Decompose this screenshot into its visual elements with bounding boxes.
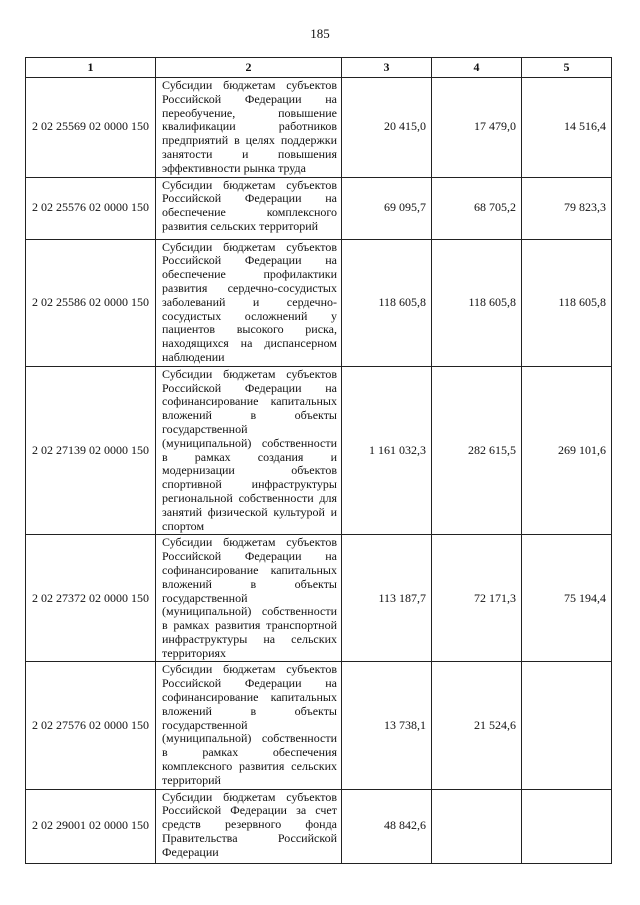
value-col-3: 113 187,7 [342,535,432,662]
budget-code: 2 02 27576 02 0000 150 [26,662,156,789]
subsidy-description: Субсидии бюджетам субъектов Российской Федерации на обеспечение комплексного развития сельских территорий [156,177,342,239]
value-col-3: 20 415,0 [342,78,432,178]
column-header-3: 3 [342,58,432,78]
value-col-3: 1 161 032,3 [342,366,432,535]
table-row [26,366,612,535]
budget-table [25,57,612,864]
value-col-5 [522,789,612,863]
table-row [26,177,612,239]
subsidy-description: Субсидии бюджетам субъектов Российской Федерации за счет средств резервного фонда Правительства Российской Федерации [156,789,342,863]
column-header-4: 4 [432,58,522,78]
value-col-5: 75 194,4 [522,535,612,662]
table-row [26,662,612,789]
subsidy-description: Субсидии бюджетам субъектов Российской Федерации на софинансирование капитальных вложений в объекты государственной (муниципальной) собственности в рамках обеспечения комплексного развития сельских территорий [156,662,342,789]
value-col-3: 118 605,8 [342,239,432,366]
value-col-4: 21 524,6 [432,662,522,789]
value-col-4 [432,789,522,863]
budget-code: 2 02 25576 02 0000 150 [26,177,156,239]
column-header-2: 2 [156,58,342,78]
value-col-3: 13 738,1 [342,662,432,789]
subsidy-description: Субсидии бюджетам субъектов Российской Федерации на переобучение, повышение квалификации работников предприятий в целях поддержки занятости и повышения эффективности рынка труда [156,78,342,178]
table-row [26,239,612,366]
table-row [26,78,612,178]
budget-code: 2 02 29001 02 0000 150 [26,789,156,863]
budget-code: 2 02 27139 02 0000 150 [26,366,156,535]
budget-code: 2 02 25586 02 0000 150 [26,239,156,366]
subsidy-description: Субсидии бюджетам субъектов Российской Федерации на софинансирование капитальных вложений в объекты государственной (муниципальной) собственности в рамках создания и модернизации объектов спортивной инфраструктуры региональной собственности для занятий физической культурой и спортом [156,366,342,535]
value-col-5: 14 516,4 [522,78,612,178]
value-col-5: 269 101,6 [522,366,612,535]
budget-code: 2 02 27372 02 0000 150 [26,535,156,662]
value-col-3: 69 095,7 [342,177,432,239]
value-col-4: 17 479,0 [432,78,522,178]
column-header-5: 5 [522,58,612,78]
budget-code: 2 02 25569 02 0000 150 [26,78,156,178]
subsidy-description: Субсидии бюджетам субъектов Российской Федерации на обеспечение профилактики развития сердечно-сосудистых заболеваний и сердечно-сосудистых осложнений у пациентов высокого риска, находящихся на диспансерном наблюдении [156,239,342,366]
subsidy-description: Субсидии бюджетам субъектов Российской Федерации на софинансирование капитальных вложений в объекты государственной (муниципальной) собственности в рамках развития транспортной инфраструктуры на сельских территориях [156,535,342,662]
value-col-5: 79 823,3 [522,177,612,239]
value-col-4: 68 705,2 [432,177,522,239]
column-header-1: 1 [26,58,156,78]
value-col-5: 118 605,8 [522,239,612,366]
value-col-3: 48 842,6 [342,789,432,863]
table-row [26,789,612,863]
value-col-4: 118 605,8 [432,239,522,366]
value-col-4: 72 171,3 [432,535,522,662]
table-row [26,535,612,662]
value-col-4: 282 615,5 [432,366,522,535]
page-number: 185 [310,26,330,41]
value-col-5 [522,662,612,789]
table-header-row [26,58,612,78]
